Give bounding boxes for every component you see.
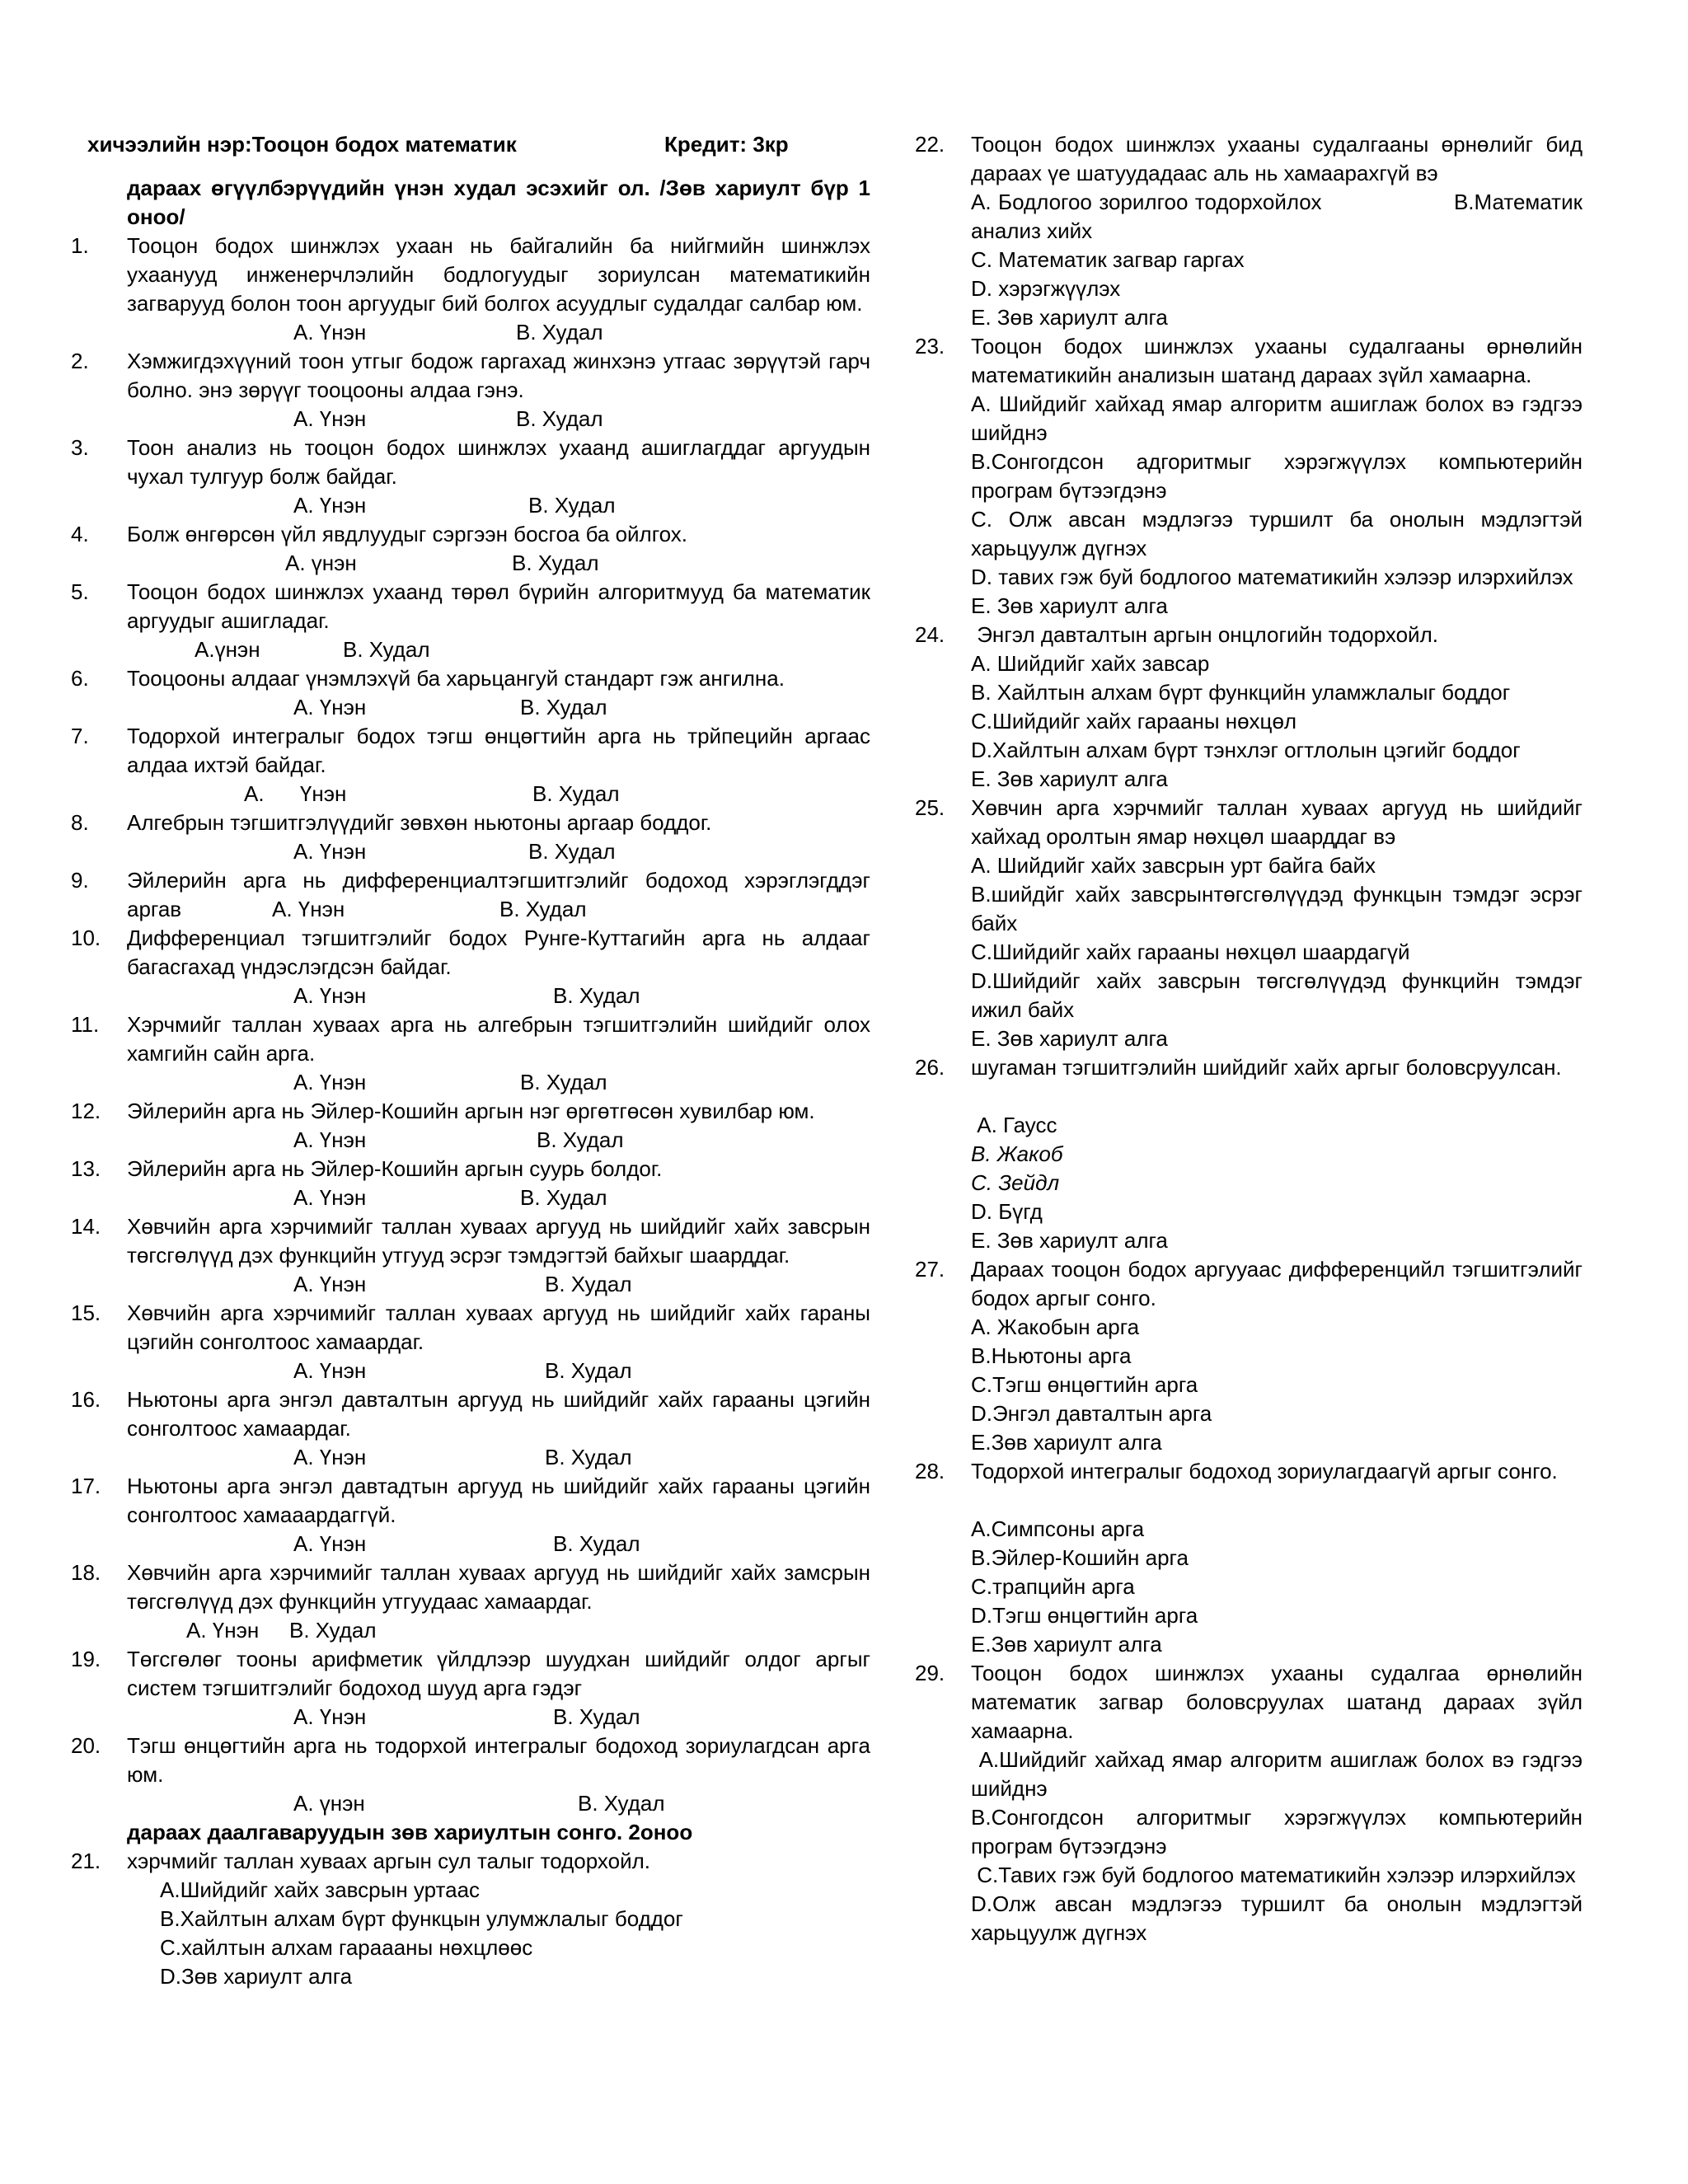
answer-option: D.Энгэл давталтын арга bbox=[971, 1401, 1212, 1426]
question-text: Эйлерийн арга нь Эйлер-Кошийн аргын нэг өргөтгөсөн хувилбар юм. bbox=[127, 1099, 815, 1123]
question-row bbox=[71, 578, 870, 635]
question-text: Хөвчин арга хэрчмийг таллан хуваах аргууд нь шийдийг хайхад оролтын ямар нөхцөл шаарддаг вэ bbox=[971, 795, 1589, 849]
answer-line bbox=[71, 1789, 870, 1818]
question-text: Хэрчмийг таллан хуваах арга нь алгебрын тэгшитгэлийн шийдийг олох хамгийн сайн арга. bbox=[127, 1012, 870, 1066]
question-row bbox=[71, 1558, 870, 1616]
question-row bbox=[915, 621, 1582, 649]
answer-option: A.Шийдийг хайхад ямар алгоритм ашиглаж болох вэ гэдгээ шийднэ bbox=[971, 1747, 1589, 1801]
options-list bbox=[915, 1515, 1582, 1659]
answer-option: C. Математик загвар гаргах bbox=[971, 247, 1245, 272]
answer-line bbox=[71, 693, 870, 722]
answer-false: B. Худал bbox=[545, 1445, 632, 1469]
question-text: Дифференциал тэгшитгэлийг бодох Рунге-Куттагийн арга нь алдааг багасгахад үндэслэгдсэн байдаг. bbox=[127, 926, 870, 979]
answer-option: A. Гаусс bbox=[971, 1113, 1057, 1137]
question-row bbox=[71, 1732, 870, 1789]
answer-false: B. Худал bbox=[537, 1127, 624, 1152]
tf-question-3 bbox=[71, 434, 870, 520]
answer-true: A. үнэн bbox=[293, 1791, 365, 1816]
question-number: 23. bbox=[915, 334, 945, 359]
answer-true: A. Үнэн bbox=[244, 781, 347, 806]
question-number: 7. bbox=[71, 724, 89, 748]
question-row bbox=[71, 664, 870, 693]
answer-option: D. тавих гэж буй бодлогоо математикийн хэлээр илэрхийлэх bbox=[971, 565, 1573, 589]
answer-line bbox=[71, 1703, 870, 1732]
question-row bbox=[915, 1457, 1582, 1486]
question-number: 28. bbox=[915, 1459, 945, 1483]
answer-line bbox=[71, 982, 870, 1010]
answer-true: A. Үнэн bbox=[293, 1272, 367, 1296]
tf-question-9 bbox=[71, 866, 870, 924]
answer-true: A. Үнэн bbox=[293, 1358, 367, 1383]
multiple-choice-questions bbox=[915, 130, 1589, 1947]
answer-option: E. Зөв хариулт алга bbox=[971, 1228, 1168, 1253]
question-number: 11. bbox=[71, 1012, 100, 1037]
answer-true: A. Үнэн bbox=[293, 983, 367, 1008]
answer-false: B. Худал bbox=[528, 493, 616, 518]
question-text: Тооцон бодох шинжлэх ухааны судалгааны өрнөлийн математикийн анализын шатанд дараах зүйл хамаарна. bbox=[971, 334, 1589, 387]
answer-false: B. Худал bbox=[528, 839, 616, 864]
question-number: 8. bbox=[71, 810, 89, 835]
answer-line bbox=[71, 1616, 870, 1645]
answer-true: A. Үнэн bbox=[293, 1127, 367, 1152]
answer-option: D.Хайлтын алхам бүрт тэнхлэг огтлолын цэгийг боддог bbox=[971, 738, 1521, 762]
question-number: 17. bbox=[71, 1474, 101, 1498]
question-text: Тодорхой интегралыг бодоход зориулагдаагүй аргыг сонго. bbox=[971, 1459, 1558, 1483]
question-number: 3. bbox=[71, 435, 89, 460]
answer-false: B. Худал bbox=[545, 1272, 632, 1296]
question-row bbox=[71, 924, 870, 982]
options-list bbox=[915, 390, 1589, 621]
answer-option: A.Симпсоны арга bbox=[971, 1516, 1145, 1541]
question-text: Тооцон бодох шинжлэх ухаан нь байгалийн ба нийгмийн шинжлэх ухаанууд инженерчлэлийн бодлогуудыг зориулсан математикийн загварууд болон тоон аргуудыг бий болгох асуудлыг судалдаг салбар юм. bbox=[127, 233, 870, 316]
left-column bbox=[71, 130, 870, 1991]
mc-question-29 bbox=[915, 1659, 1589, 1947]
question-number: 4. bbox=[71, 522, 89, 546]
answer-true: A. Үнэн bbox=[272, 897, 345, 921]
question-row bbox=[915, 1255, 1589, 1313]
answer-option: A. Бодлогоо зорилгоо тодорхойлох B.Математик анализ хийх bbox=[971, 190, 1589, 243]
tf-question-14 bbox=[71, 1212, 870, 1299]
answer-option: B.шийдйг хайх завсрынтөгсгөлүүдэд функцын тэмдэг эсрэг байх bbox=[971, 882, 1589, 935]
question-row bbox=[71, 1212, 870, 1270]
options-list bbox=[915, 1746, 1589, 1947]
answer-false: B. Худал bbox=[553, 1704, 640, 1729]
question-number: 25. bbox=[915, 795, 945, 820]
question-text: Тооцон бодох шинжлэх ухаанд төрөл бүрийн алгоритмууд ба математик аргуудыг ашигладаг. bbox=[127, 579, 870, 633]
question-text: Алгебрын тэгшитгэлүүдийг зөвхөн ньютоны аргаар боддог. bbox=[127, 810, 712, 835]
answer-false: B. Худал bbox=[520, 1070, 607, 1094]
answer-option: A. Шийдийг хайх завсар bbox=[971, 651, 1210, 676]
section-2-instructions: дараах даалгаваруудын зөв хариултын сонго. 2оноо bbox=[127, 1820, 693, 1844]
tf-question-10 bbox=[71, 924, 870, 1010]
answer-true: A. Үнэн bbox=[293, 1445, 367, 1469]
question-text: Тооцооны алдааг үнэмлэхүй ба харьцангуй стандарт гэж ангилна. bbox=[127, 666, 785, 691]
answer-option: B.Эйлер-Кошийн арга bbox=[971, 1545, 1189, 1570]
answer-option: D.Тэгш өнцөгтийн арга bbox=[971, 1603, 1198, 1628]
question-number: 21. bbox=[71, 1849, 101, 1873]
answer-true: A.үнэн bbox=[195, 637, 260, 662]
question-row bbox=[915, 332, 1589, 390]
tf-question-16 bbox=[71, 1385, 870, 1472]
answer-line bbox=[71, 780, 870, 808]
question-number: 10. bbox=[71, 926, 101, 950]
question-row bbox=[71, 1385, 870, 1443]
spacer bbox=[915, 1486, 1582, 1515]
tf-question-4 bbox=[71, 520, 870, 578]
question-number: 18. bbox=[71, 1560, 101, 1585]
answer-option: B.Сонгогдсон алгоритмыг хэрэгжүүлэх компьютерийн програм бүтээгдэнэ bbox=[971, 1805, 1589, 1858]
tf-question-15 bbox=[71, 1299, 870, 1385]
tf-question-18 bbox=[71, 1558, 870, 1645]
tf-question-2 bbox=[71, 347, 870, 434]
true-false-questions bbox=[71, 232, 870, 1818]
answer-true: A. Үнэн bbox=[293, 1704, 367, 1729]
question-number: 5. bbox=[71, 579, 89, 604]
answer-option: B.Ньютоны арга bbox=[971, 1343, 1132, 1368]
tf-question-20 bbox=[71, 1732, 870, 1818]
mc-question-27 bbox=[915, 1255, 1589, 1457]
question-text: Дараах тооцон бодох аргууаас дифференцийл тэгшитгэлийг бодох аргыг сонго. bbox=[971, 1257, 1589, 1310]
mc-question-22 bbox=[915, 130, 1589, 332]
question-number: 24. bbox=[915, 622, 945, 647]
answer-false: B. Худал bbox=[545, 1358, 632, 1383]
answer-option: C.хайлтын алхам гараааны нөхцлөөс bbox=[160, 1935, 533, 1960]
mc-question-28 bbox=[915, 1457, 1582, 1659]
answer-option: C. Зейдл bbox=[971, 1170, 1060, 1195]
question-number: 12. bbox=[71, 1099, 101, 1123]
answer-true: A. Үнэн bbox=[293, 695, 367, 719]
spacer bbox=[915, 1082, 1582, 1111]
question-number: 6. bbox=[71, 666, 89, 691]
answer-line bbox=[71, 491, 870, 520]
answer-true: A. Үнэн bbox=[186, 1618, 260, 1643]
answer-line bbox=[71, 635, 870, 664]
mc-question-26 bbox=[915, 1053, 1582, 1255]
question-21-options bbox=[71, 1876, 870, 1991]
question-text: Эйлерийн арга нь дифференциалтэгшитгэлийг бодоход хэрэглэгддэг аргав bbox=[127, 868, 870, 921]
question-text: Энгэл давталтын аргын онцлогийн тодорхойл. bbox=[971, 622, 1438, 647]
answer-option: B.Хайлтын алхам бүрт функцын улумжлалыг боддог bbox=[160, 1906, 683, 1931]
answer-option: D.Шийдийг хайх завсрын төгсгөлүүдэд функцийн тэмдэг ижил байх bbox=[971, 968, 1589, 1022]
answer-line bbox=[71, 1270, 870, 1299]
answer-true: A. Үнэн bbox=[293, 839, 367, 864]
mc-question-25 bbox=[915, 794, 1589, 1053]
question-row bbox=[915, 1053, 1582, 1082]
tf-question-7 bbox=[71, 722, 870, 808]
question-row bbox=[71, 1472, 870, 1530]
answer-option: C.Шийдийг хайх гарааны нөхцөл шаардагүй bbox=[971, 940, 1410, 964]
answer-line bbox=[71, 1530, 870, 1558]
answer-false: B. Худал bbox=[516, 320, 603, 344]
answer-false: B. Худал bbox=[520, 695, 607, 719]
question-text: Эйлерийн арга нь Эйлер-Кошийн аргын суурь болдог. bbox=[127, 1156, 663, 1181]
tf-question-1 bbox=[71, 232, 870, 347]
answer-line bbox=[71, 1357, 870, 1385]
answer-true: A. үнэн bbox=[285, 551, 357, 575]
answer-true: A. Үнэн bbox=[293, 1185, 367, 1210]
question-row bbox=[71, 1645, 870, 1703]
question-number: 22. bbox=[915, 132, 945, 157]
options-list bbox=[915, 649, 1582, 794]
answer-option: B. Жакоб bbox=[971, 1141, 1063, 1166]
answer-option: E. Зөв хариулт алга bbox=[971, 593, 1168, 618]
answer-option: E. Зөв хариулт алга bbox=[971, 766, 1168, 791]
tf-question-13 bbox=[71, 1155, 870, 1212]
question-text: Төгсгөлөг тооны арифметик үйлдлээр шуудхан шийдийг олдог аргыг систем тэгшитгэлийг бодоход шууд арга гэдэг bbox=[127, 1647, 870, 1700]
answer-line bbox=[71, 549, 870, 578]
question-number: 13. bbox=[71, 1156, 101, 1181]
answer-option: C.Шийдийг хайх гарааны нөхцөл bbox=[971, 709, 1297, 733]
question-text: Ньютоны арга энгэл давталтын аргууд нь шийдийг хайх гарааны цэгийн сонголтоос хамаардаг. bbox=[127, 1387, 870, 1441]
answer-line bbox=[71, 895, 870, 924]
answer-option: B.Сонгогдсон адгоритмыг хэрэгжүүлэх компьютерийн програм бүтээгдэнэ bbox=[971, 449, 1589, 503]
question-row bbox=[71, 1299, 870, 1357]
answer-option: E.Зөв хариулт алга bbox=[971, 1430, 1162, 1455]
question-row bbox=[71, 1010, 870, 1068]
answer-true: A. Үнэн bbox=[293, 493, 367, 518]
question-number: 19. bbox=[71, 1647, 101, 1671]
question-text: Хөвчийн арга хэрчимийг таллан хуваах аргууд нь шийдийг хайх гараны цэгийн сонголтоос хамаардаг. bbox=[127, 1301, 870, 1354]
question-text: шугаман тэгшитгэлийн шийдийг хайх аргыг боловсруулсан. bbox=[971, 1055, 1562, 1080]
question-row bbox=[71, 1155, 870, 1183]
tf-question-11 bbox=[71, 1010, 870, 1097]
options-list bbox=[915, 1111, 1582, 1255]
tf-question-5 bbox=[71, 578, 870, 664]
question-text: Тодорхой интегралыг бодох тэгш өнцөгтийн арга нь трйпецийн аргаас алдаа ихтэй байдаг. bbox=[127, 724, 870, 777]
answer-false: B. Худал bbox=[520, 1185, 607, 1210]
answer-false: B. Худал bbox=[532, 781, 620, 806]
answer-line bbox=[71, 837, 870, 866]
mc-question-24 bbox=[915, 621, 1582, 794]
answer-option: E.Зөв хариулт алга bbox=[971, 1632, 1162, 1657]
answer-option: C.Тэгш өнцөгтийн арга bbox=[971, 1372, 1198, 1397]
answer-line bbox=[71, 318, 870, 347]
answer-line bbox=[71, 1068, 870, 1097]
question-number: 9. bbox=[71, 868, 89, 893]
tf-question-8 bbox=[71, 808, 870, 866]
question-text: Тооцон бодох шинжлэх ухааны судалгааны өрнөлийг бид дараах үе шатуудадаас аль нь хамаарахгүй вэ bbox=[971, 132, 1589, 185]
question-number: 14. bbox=[71, 1214, 101, 1239]
section-1-instructions: дараах өгүүлбэрүүдийн үнэн худал эсэхийг ол. /Зөв хариулт бүр 1 оноо/ bbox=[127, 176, 870, 229]
question-number: 27. bbox=[915, 1257, 945, 1282]
answer-true: A. Үнэн bbox=[293, 406, 367, 431]
question-row bbox=[915, 794, 1589, 851]
answer-option: A. Жакобын арга bbox=[971, 1315, 1140, 1339]
answer-option: D. Бүгд bbox=[971, 1199, 1043, 1224]
answer-false: B. Худал bbox=[516, 406, 603, 431]
document-header bbox=[71, 130, 870, 159]
answer-option: A. Шийдийг хайх завсрын урт байга байх bbox=[971, 853, 1376, 878]
tf-question-6 bbox=[71, 664, 870, 722]
question-text: Тоон анализ нь тооцон бодох шинжлэх ухаанд ашиглагддаг аргуудын чухал тулгуур болж байдаг. bbox=[127, 435, 870, 489]
answer-false: B. Худал bbox=[512, 551, 599, 575]
question-text: Хөвчийн арга хэрчимийг таллан хуваах аргууд нь шийдийг хайх замсрын төгсгөлүүд дэх функцийн утгуудаас хамаардаг. bbox=[127, 1560, 870, 1614]
answer-true: A. Үнэн bbox=[293, 1070, 367, 1094]
question-row bbox=[71, 232, 870, 318]
options-list bbox=[915, 851, 1589, 1053]
answer-false: B. Худал bbox=[289, 1618, 377, 1643]
question-number: 2. bbox=[71, 349, 89, 373]
mc-question-23 bbox=[915, 332, 1589, 621]
answer-false: B. Худал bbox=[553, 983, 640, 1008]
question-row bbox=[71, 347, 870, 405]
answer-option: D. хэрэгжүүлэх bbox=[971, 276, 1121, 301]
course-credit: Кредит: 3кр bbox=[664, 132, 789, 157]
options-list bbox=[915, 188, 1589, 332]
answer-false: B. Худал bbox=[553, 1531, 640, 1556]
answer-false: B. Худал bbox=[578, 1791, 665, 1816]
answer-option: A.Шийдийг хайх завсрын уртаас bbox=[160, 1877, 481, 1902]
tf-question-19 bbox=[71, 1645, 870, 1732]
question-text: Тэгш өнцөгтийн арга нь тодорхой интегралыг бодоход зориулагдсан арга юм. bbox=[127, 1733, 870, 1787]
right-column bbox=[915, 130, 1589, 1947]
question-text: Болж өнгөрсөн үйл явдлуудыг сэргээн босгоа ба ойлгох. bbox=[127, 522, 688, 546]
course-title: хичээлийн нэр:Тооцон бодох математик bbox=[87, 132, 517, 157]
question-row bbox=[71, 520, 870, 549]
tf-question-12 bbox=[71, 1097, 870, 1155]
answer-line bbox=[71, 405, 870, 434]
answer-option: C.трапцийн арга bbox=[971, 1574, 1135, 1599]
answer-option: C.Тавих гэж буй бодлогоо математикийн хэлээр илэрхийлэх bbox=[971, 1863, 1576, 1887]
answer-true: A. Үнэн bbox=[293, 320, 367, 344]
answer-option: A. Шийдийг хайхад ямар алгоритм ашиглаж болох вэ гэдгээ шийднэ bbox=[971, 391, 1589, 445]
answer-option: D.Зөв хариулт алга bbox=[160, 1964, 353, 1989]
answer-option: D.Олж авсан мэдлэгээ туршилт ба онолын мэдлэгтэй харьцуулж дүгнэх bbox=[971, 1891, 1589, 1945]
answer-line bbox=[71, 1443, 870, 1472]
question-row bbox=[915, 1659, 1589, 1746]
answer-option: C. Олж авсан мэдлэгээ туршилт ба онолын мэдлэгтэй харьцуулж дүгнэх bbox=[971, 507, 1589, 560]
question-number: 29. bbox=[915, 1661, 945, 1685]
question-21 bbox=[71, 1847, 870, 1876]
answer-option: E. Зөв хариулт алга bbox=[971, 305, 1168, 330]
question-row bbox=[71, 722, 870, 780]
answer-option: B. Хайлтын алхам бүрт функцийн уламжлалыг боддог bbox=[971, 680, 1511, 705]
question-text: хэрчмийг таллан хуваах аргын сул талыг тодорхойл. bbox=[127, 1849, 650, 1873]
answer-true: A. Үнэн bbox=[293, 1531, 367, 1556]
question-number: 20. bbox=[71, 1733, 101, 1758]
question-text: Ньютоны арга энгэл давтадтын аргууд нь шийдийг хайх гарааны цэгийн сонголтоос хамааардаггүй. bbox=[127, 1474, 870, 1527]
question-text: Тооцон бодох шинжлэх ухааны судалгаа өрнөлийн математик загвар боловсруулах шатанд дараах зүйл хамаарна. bbox=[971, 1661, 1589, 1743]
answer-option: E. Зөв хариулт алга bbox=[971, 1026, 1168, 1051]
answer-line bbox=[71, 1183, 870, 1212]
question-text: Хэмжигдэхүүний тоон утгыг бодож гаргахад жинхэнэ утгаас зөрүүтэй гарч болно. энэ зөрүүг тооцооны алдаа гэнэ. bbox=[127, 349, 870, 402]
question-row bbox=[71, 434, 870, 491]
options-list bbox=[915, 1313, 1582, 1457]
tf-question-17 bbox=[71, 1472, 870, 1558]
question-number: 26. bbox=[915, 1055, 945, 1080]
question-row bbox=[71, 1097, 870, 1126]
question-number: 15. bbox=[71, 1301, 101, 1325]
question-text: Хөвчийн арга хэрчимийг таллан хуваах аргууд нь шийдийг хайх завсрын төгсгөлүүд дэх функцийн утгууд эсрэг тэмдэгтэй байхыг шаарддаг. bbox=[127, 1214, 870, 1268]
answer-false: B. Худал bbox=[499, 897, 587, 921]
question-row bbox=[71, 808, 870, 837]
question-number: 1. bbox=[71, 233, 89, 258]
question-number: 16. bbox=[71, 1387, 101, 1412]
answer-false: B. Худал bbox=[343, 637, 430, 662]
question-row bbox=[915, 130, 1589, 188]
answer-line bbox=[71, 1126, 870, 1155]
